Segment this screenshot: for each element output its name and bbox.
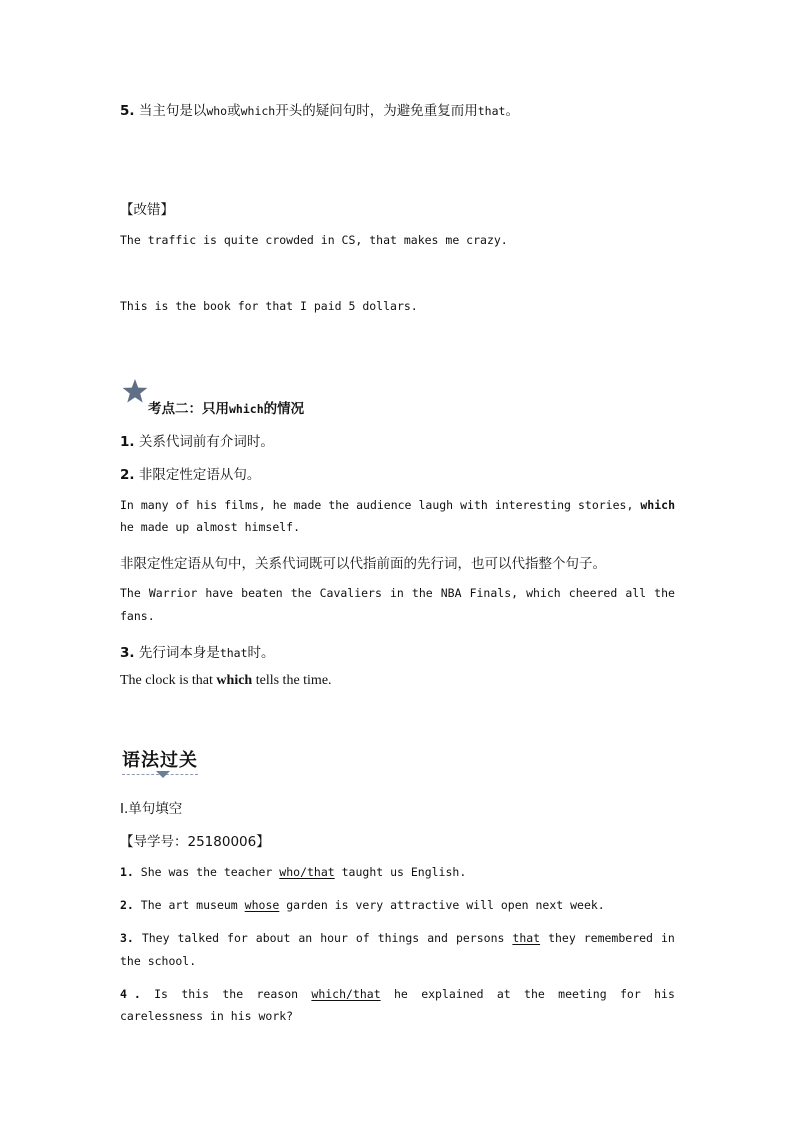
arrow-down-icon [156, 771, 170, 778]
kaodian-2-item-1: 1. 关系代词前有介词时。 [120, 434, 274, 450]
kaodian-2-item-2: 2. 非限定性定语从句。 [120, 467, 261, 483]
bold-which: which [640, 498, 675, 512]
point-number: 5. [120, 103, 135, 119]
example-2-line-2: fans. [120, 609, 155, 623]
correction-sentence-1: The traffic is quite crowded in CS, that makes me crazy. [120, 233, 508, 247]
question-2: 2. The art museum whose garden is very attractive will open next week. [120, 898, 605, 912]
answer-blank: that [512, 931, 541, 945]
note-text: 非限定性定语从句中，关系代词既可以代指前面的先行词，也可以代指整个句子。 [120, 556, 606, 572]
kaodian-2-item-3: 3. 先行词本身是that时。 [120, 645, 275, 661]
answer-blank: who/that [279, 865, 335, 879]
question-1: 1. She was the teacher who/that taught us English. [120, 865, 467, 879]
kaodian-2-title: 考点二：只用which的情况 [148, 401, 305, 417]
point-5-line: 5. 当主句是以who或which开头的疑问句时，为避免重复而用that。 [120, 103, 519, 119]
question-3-line-1: 3. They talked for about an hour of things and persons that they remembered in [120, 931, 675, 945]
example-2-line-1: The Warrior have beaten the Cavaliers in the NBA Finals, which cheered all the [120, 586, 675, 600]
correction-sentence-2: This is the book for that I paid 5 dollars. [120, 299, 418, 313]
answer-blank: which/that [311, 987, 381, 1001]
answer-blank: whose [244, 898, 280, 912]
question-4-line-1: 4 . Is this the reason which/that he explained at the meeting for his [120, 987, 675, 1001]
guide-number: 【导学号：25180006】 [120, 834, 270, 850]
star-icon [122, 378, 148, 404]
example-1-line-1: In many of his films, he made the audience laugh with interesting stories, which [120, 498, 675, 512]
example-3: The clock is that which tells the time. [120, 673, 332, 688]
grammar-title: 语法过关 [122, 746, 198, 775]
section-title: Ⅰ.单句填空 [120, 801, 183, 817]
question-4-line-2: carelessness in his work? [120, 1009, 294, 1023]
grammar-heading [122, 746, 198, 775]
example-1-line-2: he made up almost himself. [120, 520, 301, 534]
question-3-line-2: the school. [120, 954, 197, 968]
correction-title: 【改错】 [120, 202, 174, 218]
